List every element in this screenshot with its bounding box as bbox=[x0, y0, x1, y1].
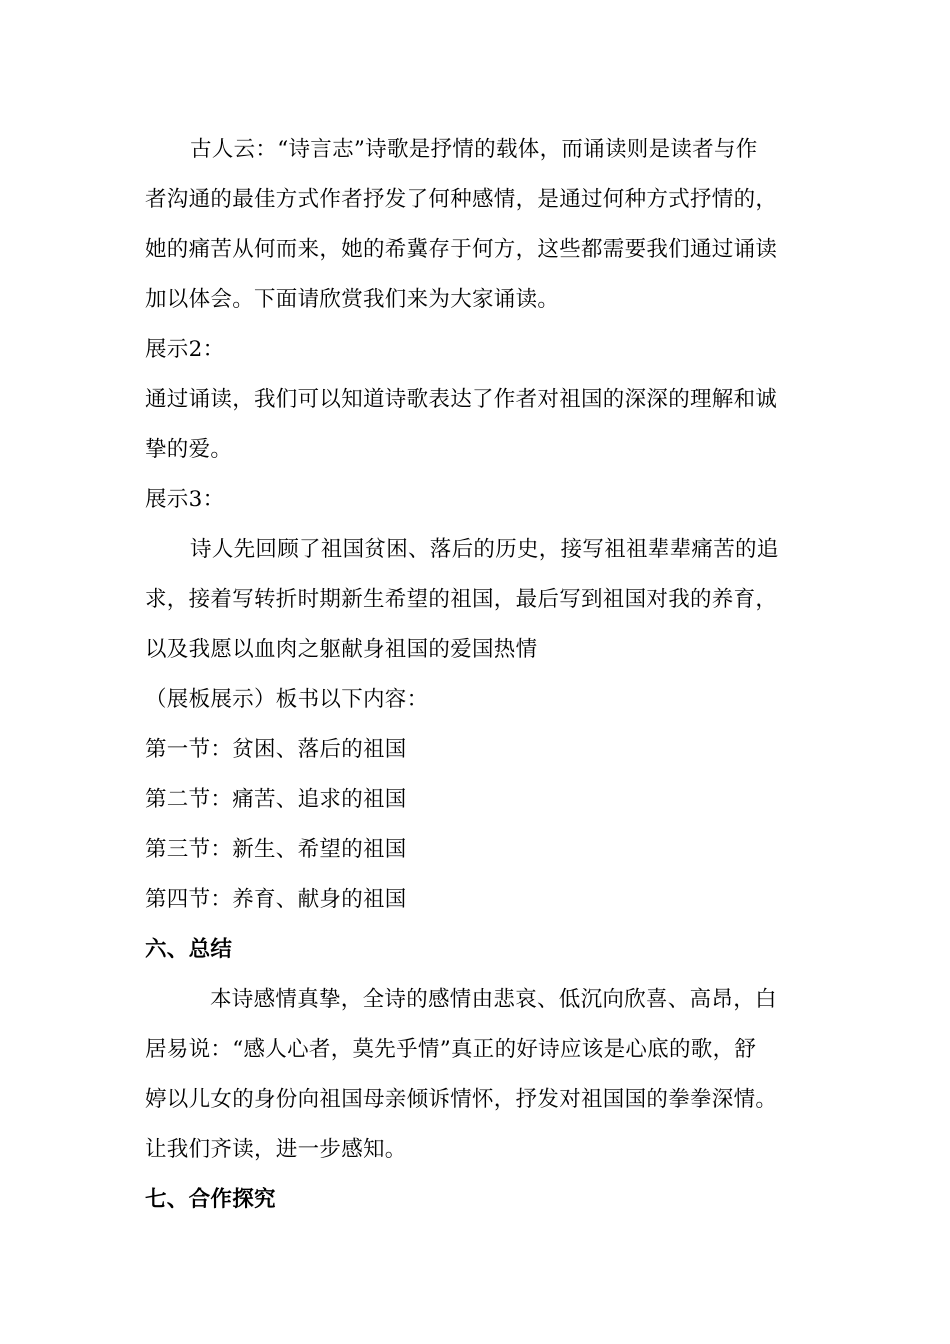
board-item-3: 第三节：新生、希望的祖国 bbox=[145, 837, 407, 862]
intro-line-1: 古人云：“诗言志”诗歌是抒情的载体，而诵读则是读者与作 bbox=[190, 137, 758, 162]
show2-label: 展示2： bbox=[145, 337, 225, 362]
board-intro: （展板展示）板书以下内容： bbox=[145, 687, 429, 712]
show2-line-2: 挚的爱。 bbox=[145, 437, 233, 462]
board-item-2: 第二节：痛苦、追求的祖国 bbox=[145, 787, 407, 812]
show2-line-1: 通过诵读，我们可以知道诗歌表达了作者对祖国的深深的理解和诚 bbox=[145, 387, 778, 412]
intro-line-3: 她的痛苦从何而来，她的希冀存于何方，这些都需要我们通过诵读 bbox=[145, 237, 778, 262]
intro-line-2: 者沟通的最佳方式作者抒发了何种感情，是通过何种方式抒情的， bbox=[145, 187, 778, 212]
summary-line-3: 婷以儿女的身份向祖国母亲倾诉情怀，抒发对祖国国的拳拳深情。 bbox=[145, 1087, 778, 1112]
board-item-1: 第一节：贫困、落后的祖国 bbox=[145, 737, 407, 762]
intro-line-4: 加以体会。下面请欣赏我们来为大家诵读。 bbox=[145, 287, 560, 312]
show3-label: 展示3： bbox=[145, 487, 225, 512]
summary-line-1: 本诗感情真挚，全诗的感情由悲哀、低沉向欣喜、高昂，白 bbox=[210, 987, 777, 1012]
show3-line-1: 诗人先回顾了祖国贫困、落后的历史，接写祖祖辈辈痛苦的追 bbox=[190, 537, 779, 562]
section7-heading: 七、合作探究 bbox=[145, 1187, 276, 1212]
show3-line-3: 以及我愿以血肉之躯献身祖国的爱国热情 bbox=[145, 637, 538, 662]
show3-line-2: 求，接着写转折时期新生希望的祖国，最后写到祖国对我的养育， bbox=[145, 587, 778, 612]
section6-heading: 六、总结 bbox=[145, 937, 233, 962]
board-item-4: 第四节：养育、献身的祖国 bbox=[145, 887, 407, 912]
summary-line-2: 居易说：“感人心者，莫先乎情”真正的好诗应该是心底的歌，舒 bbox=[145, 1037, 757, 1062]
summary-line-4: 让我们齐读，进一步感知。 bbox=[145, 1137, 407, 1162]
